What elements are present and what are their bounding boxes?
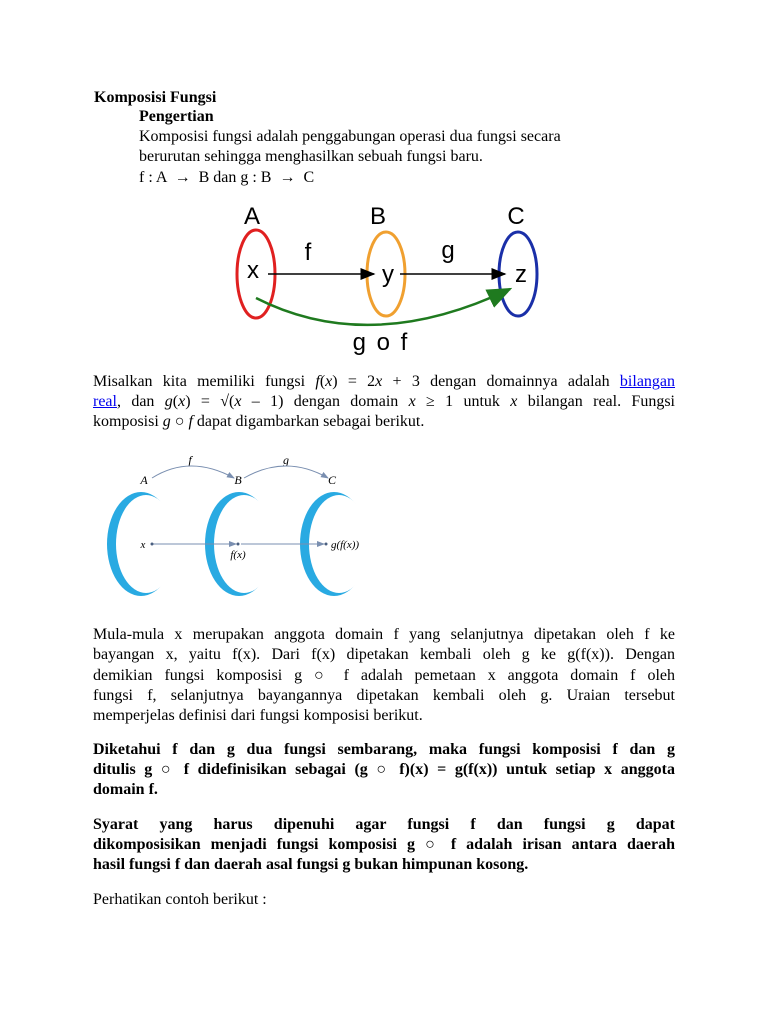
- arc-g: [244, 466, 328, 478]
- math-x: x: [408, 393, 416, 410]
- element-y: y: [382, 261, 394, 288]
- math-g-compose-f: g ○ f: [162, 413, 193, 430]
- text-run: Misalkan kita memiliki fungsi: [93, 373, 316, 390]
- set-a-label: A: [243, 203, 261, 230]
- arc-f: [152, 466, 234, 478]
- paragraph-1-line-3: [93, 412, 424, 432]
- math-x: x: [178, 393, 186, 410]
- text-run: bilangan real. Fungsi: [517, 393, 675, 410]
- page-title: Komposisi Fungsi: [94, 89, 217, 106]
- composition-diagram: [220, 196, 550, 362]
- mapping-part-b: B dan g : B: [198, 169, 272, 186]
- link-bilangan-real-cont[interactable]: real: [93, 393, 117, 410]
- text-run: , dan: [116, 393, 165, 410]
- condition-line-3: hasil fungsi f dan daerah asal fungsi g bukan himpunan kosong.: [93, 856, 529, 873]
- element-gfx: g(f(x)): [330, 539, 360, 551]
- text-run: ≥ 1 untuk: [415, 393, 511, 410]
- element-fx: f(x): [230, 549, 246, 561]
- text-run: ) = √(: [185, 393, 235, 410]
- composite-arrow: [256, 289, 510, 325]
- text-run: ) = 2: [332, 373, 376, 390]
- section-subtitle: Pengertian: [139, 108, 214, 125]
- text-run: (: [319, 373, 326, 390]
- mapping-notation: [139, 168, 314, 188]
- text-run: komposisi: [93, 413, 163, 430]
- mapping-part-c: C: [303, 169, 315, 186]
- paragraph-2-line-3: demikian fungsi komposisi g ○ f adalah pemetaan x anggota domain f oleh: [93, 667, 675, 684]
- mapping-part-a: f : A: [139, 169, 167, 186]
- element-x: x: [140, 539, 146, 551]
- arrow-right-icon: →: [174, 169, 191, 186]
- paragraph-2-line-2: bayangan x, yaitu f(x). Dari f(x) dipetakan kembali oleh g ke g(f(x)). Dengan: [93, 646, 675, 663]
- point-fx: [237, 543, 240, 546]
- text-run: + 3 dengan domainnya adalah: [382, 373, 620, 390]
- math-x: x: [375, 373, 383, 390]
- composition-mapping-diagram: [94, 446, 384, 606]
- paragraph-2-line-4: fungsi f, selanjutnya bayangannya dipetakan kembali oleh g. Uraian tersebut: [93, 687, 675, 704]
- set-c-label: C: [507, 203, 525, 230]
- point-x: [151, 543, 154, 546]
- arrow-g-label: g: [441, 237, 455, 264]
- link-bilangan-real[interactable]: bilangan: [619, 373, 676, 390]
- set-c-label: C: [327, 473, 337, 487]
- arrow-f-label: f: [304, 239, 312, 266]
- text-run: (: [172, 393, 179, 410]
- paragraph-1-line-2: [93, 392, 675, 412]
- definition-line-3: domain f.: [93, 781, 158, 798]
- composite-label: g o f: [352, 329, 410, 356]
- math-x: x: [325, 373, 333, 390]
- condition-line-1: Syarat yang harus dipenuhi agar fungsi f dan fungsi g dapat: [93, 816, 675, 833]
- set-b-label: B: [369, 203, 387, 230]
- point-gfx: [325, 543, 328, 546]
- element-z: z: [515, 261, 527, 288]
- arc-f-label: f: [188, 453, 192, 467]
- math-f: f: [315, 373, 320, 390]
- math-x: x: [510, 393, 518, 410]
- math-g: g: [164, 393, 173, 410]
- arc-g-label: g: [283, 453, 289, 467]
- math-x: x: [234, 393, 242, 410]
- closing-text: Perhatikan contoh berikut :: [93, 891, 267, 908]
- paragraph-2-line-1: Mula-mula x merupakan anggota domain f yang selanjutnya dipetakan oleh f ke: [93, 626, 675, 643]
- paragraph-1-line-1: [93, 372, 675, 392]
- element-x: x: [247, 257, 259, 284]
- set-a-label: A: [140, 473, 148, 487]
- set-b-label: B: [234, 473, 242, 487]
- paragraph-2-line-5: memperjelas definisi dari fungsi komposisi berikut.: [93, 707, 423, 724]
- text-run: – 1) dengan domain: [241, 393, 409, 410]
- definition-line-2: ditulis g ○ f didefinisikan sebagai (g ○ f)(x) = g(f(x)) untuk setiap x anggota: [93, 761, 675, 778]
- condition-line-2: dikomposisikan menjadi fungsi komposisi g ○ f adalah irisan antara daerah: [93, 836, 675, 853]
- arrow-right-icon: →: [279, 169, 296, 186]
- definition-line-1: Diketahui f dan g dua fungsi sembarang, maka fungsi komposisi f dan g: [93, 741, 675, 758]
- intro-line-1: Komposisi fungsi adalah penggabungan operasi dua fungsi secara: [139, 128, 561, 145]
- intro-line-2: berurutan sehingga menghasilkan sebuah fungsi baru.: [139, 148, 483, 165]
- text-run: dapat digambarkan sebagai berikut.: [192, 413, 425, 430]
